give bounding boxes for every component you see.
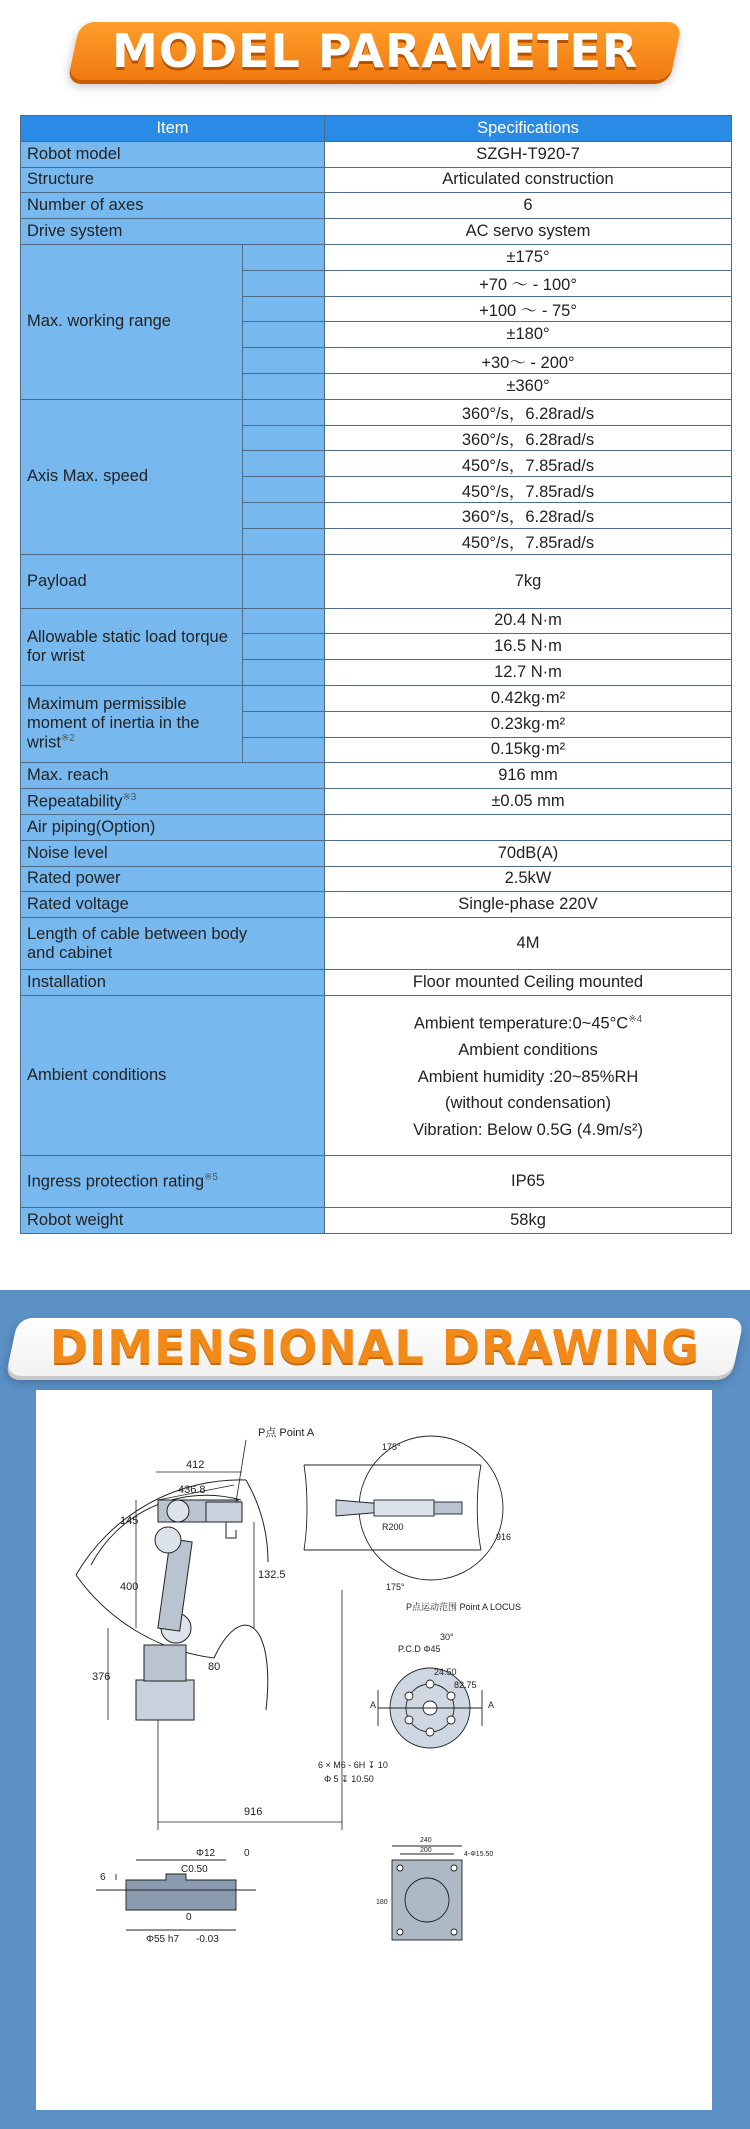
base-hole xyxy=(451,1929,457,1935)
table-row xyxy=(21,763,732,789)
dim-412: 412 xyxy=(186,1459,205,1471)
row-value: 4M xyxy=(325,918,732,970)
dim-phi12-tol: 0 xyxy=(244,1848,250,1859)
row-value: +30～ - 200° xyxy=(325,348,732,374)
row-label xyxy=(21,789,325,815)
dim-2450: 24.50 xyxy=(434,1667,457,1677)
row-value: 450°/s，7.85rad/s xyxy=(325,477,732,503)
item-header: Item xyxy=(21,116,325,142)
section-a-right: A xyxy=(488,1700,495,1710)
ambient-line: (without condensation) xyxy=(444,1094,611,1113)
dim-400: 400 xyxy=(120,1581,139,1593)
row-label: Drive system xyxy=(21,219,325,245)
dim-8275: 82.75 xyxy=(454,1680,477,1690)
base-hole xyxy=(397,1929,403,1935)
row-value: SZGH-T920-7 xyxy=(325,141,732,167)
row-value: 450°/s，7.85rad/s xyxy=(325,528,732,554)
drawing-panel xyxy=(36,1390,712,2110)
reach-arc-outer xyxy=(76,1480,246,1575)
row-value: 2.5kW xyxy=(325,866,732,892)
sub-cell xyxy=(243,660,325,686)
dim-180: 180 xyxy=(376,1899,388,1906)
point-a-label: P点 Point A xyxy=(258,1427,315,1439)
radius-916: 916 xyxy=(496,1532,512,1542)
sub-cell xyxy=(243,270,325,296)
dim-240: 240 xyxy=(420,1837,432,1844)
row-label: Axis Max. speed xyxy=(21,399,243,554)
ambient-value xyxy=(325,995,732,1155)
table-row xyxy=(21,840,732,866)
ambient-line: Ambient humidity :20~85%RH xyxy=(417,1067,639,1086)
table-row xyxy=(21,918,732,970)
row-value: 360°/s，6.28rad/s xyxy=(325,399,732,425)
sub-cell xyxy=(243,528,325,554)
robot-base xyxy=(136,1680,194,1720)
point-a-leader xyxy=(236,1440,246,1502)
row-label: Length of cable between body and cabinet xyxy=(21,918,325,970)
top-view xyxy=(304,1436,503,1580)
sub-cell xyxy=(243,296,325,322)
angle-175-bottom: 175° xyxy=(386,1582,405,1592)
row-label: Payload xyxy=(21,554,243,608)
table-row xyxy=(21,814,732,840)
dim-phi5: Φ 5 ↧ 10.50 xyxy=(324,1774,374,1784)
row-value: 0.15kg·m² xyxy=(325,737,732,763)
section-a-left: A xyxy=(370,1700,377,1710)
sub-cell xyxy=(243,244,325,270)
table-header-row xyxy=(21,116,732,142)
wrist xyxy=(206,1502,242,1522)
dim-200: 200 xyxy=(420,1847,432,1854)
sub-cell xyxy=(243,502,325,528)
row-value: Single-phase 220V xyxy=(325,892,732,918)
robot-side-view xyxy=(136,1500,242,1720)
table-row xyxy=(21,892,732,918)
flange-hole xyxy=(405,1692,413,1700)
table-row xyxy=(21,970,732,996)
base-hole xyxy=(451,1865,457,1871)
dim-30: 30° xyxy=(440,1632,454,1642)
sub-cell xyxy=(243,711,325,737)
spec-header: Specifications xyxy=(325,116,732,142)
flange-hole xyxy=(426,1680,434,1688)
row-label: Robot weight xyxy=(21,1207,325,1233)
dim-phi12: Φ12 xyxy=(196,1848,216,1859)
row-value: 360°/s，6.28rad/s xyxy=(325,502,732,528)
base-hole xyxy=(397,1865,403,1871)
table-row xyxy=(21,995,732,1155)
model-parameter-title: MODEL PARAMETER xyxy=(111,24,639,78)
table-row xyxy=(21,219,732,245)
row-label: Allowable static load torque for wrist xyxy=(21,608,243,685)
sub-cell xyxy=(243,685,325,711)
footnote-mark: ※2 xyxy=(60,733,75,745)
dim-80: 80 xyxy=(208,1661,221,1673)
row-label: Max. working range xyxy=(21,244,243,399)
top-view-arm xyxy=(374,1500,434,1516)
row-label: Max. reach xyxy=(21,763,325,789)
dim-4-phi1550: 4-Φ15.50 xyxy=(464,1851,494,1858)
table-row xyxy=(21,554,732,608)
sub-cell xyxy=(243,322,325,348)
top-left-curve xyxy=(304,1465,307,1550)
row-label: Robot model xyxy=(21,141,325,167)
end-effector xyxy=(226,1522,236,1538)
base-plate-view xyxy=(392,1846,462,1940)
row-value: 16.5 N·m xyxy=(325,634,732,660)
dim-6: 6 xyxy=(100,1872,106,1883)
row-value: ±180° xyxy=(325,322,732,348)
section-view xyxy=(96,1860,256,1930)
table-row xyxy=(21,685,732,711)
row-value: 12.7 N·m xyxy=(325,660,732,686)
row-value: 58kg xyxy=(325,1207,732,1233)
footnote-mark: ※4 xyxy=(628,1014,643,1026)
table-row xyxy=(21,608,732,634)
base-plate xyxy=(392,1860,462,1940)
table-row xyxy=(21,1207,732,1233)
dim-376: 376 xyxy=(92,1671,111,1683)
locus-label: P点运动范围 Point A LOCUS xyxy=(406,1602,522,1612)
flange-hole xyxy=(447,1716,455,1724)
table-row xyxy=(21,193,732,219)
row-value: 7kg xyxy=(325,554,732,608)
sub-cell xyxy=(243,399,325,425)
ambient-line: Vibration: Below 0.5G (4.9m/s²) xyxy=(413,1120,643,1139)
row-value: 6 xyxy=(325,193,732,219)
row-value: Articulated construction xyxy=(325,167,732,193)
table-row xyxy=(21,244,732,270)
row-value: IP65 xyxy=(325,1155,732,1207)
row-label: Structure xyxy=(21,167,325,193)
row-value xyxy=(325,814,732,840)
model-parameter-banner xyxy=(0,22,750,80)
radius-200: R200 xyxy=(382,1522,404,1532)
sub-cell xyxy=(243,634,325,660)
dim-436: 436.8 xyxy=(178,1484,206,1496)
row-value: +100 ～ - 75° xyxy=(325,296,732,322)
dim-m6: 6 × M6 - 6H ↧ 10 xyxy=(318,1760,388,1770)
row-value: 70dB(A) xyxy=(325,840,732,866)
sub-cell xyxy=(243,737,325,763)
angle-175-top: 175° xyxy=(382,1442,401,1452)
sub-cell xyxy=(243,477,325,503)
row-label: Installation xyxy=(21,970,325,996)
row-label: Rated voltage xyxy=(21,892,325,918)
row-value: 450°/s，7.85rad/s xyxy=(325,451,732,477)
ip-label: Ingress protection rating xyxy=(27,1172,205,1191)
row-label: Ambient conditions xyxy=(21,995,325,1155)
footnote-mark: ※5 xyxy=(204,1171,218,1183)
flange-hole xyxy=(447,1692,455,1700)
sub-cell xyxy=(243,608,325,634)
ambient-line: Ambient temperature:0~45°C xyxy=(413,1014,629,1033)
table-row xyxy=(21,141,732,167)
sub-cell xyxy=(243,348,325,374)
dim-phi55-tol-lower: -0.03 xyxy=(196,1934,219,1945)
table-row xyxy=(21,1155,732,1207)
reach-arc-bottom xyxy=(214,1625,268,1710)
section-body xyxy=(126,1874,236,1910)
flange-hole xyxy=(426,1728,434,1736)
top-view-wrist xyxy=(434,1502,462,1514)
joint-4 xyxy=(167,1500,189,1522)
dimensional-drawing-title: DIMENSIONAL DRAWING xyxy=(49,1320,701,1374)
footnote-mark: ※3 xyxy=(122,791,137,803)
repeat-label: Repeatability xyxy=(27,792,123,811)
row-value: 0.42kg·m² xyxy=(325,685,732,711)
sub-cell xyxy=(243,451,325,477)
row-value: 360°/s，6.28rad/s xyxy=(325,425,732,451)
row-label: Number of axes xyxy=(21,193,325,219)
dim-phi55-tol-upper: 0 xyxy=(186,1912,192,1923)
row-label: Noise level xyxy=(21,840,325,866)
row-value: ±175° xyxy=(325,244,732,270)
dim-c050: C0.50 xyxy=(181,1864,208,1875)
row-value: 20.4 N·m xyxy=(325,608,732,634)
spec-table xyxy=(20,115,732,1234)
row-value: ±360° xyxy=(325,373,732,399)
row-value: ±0.05 mm xyxy=(325,789,732,815)
top-right-curve xyxy=(477,1465,481,1550)
row-value: 0.23kg·m² xyxy=(325,711,732,737)
robot-waist xyxy=(144,1645,186,1681)
inertia-label: Maximum permissible moment of inertia in the wrist xyxy=(27,695,200,752)
row-label: Rated power xyxy=(21,866,325,892)
flange-hole xyxy=(405,1716,413,1724)
dim-pcd: P.C.D Φ45 xyxy=(398,1644,441,1654)
row-value: 916 mm xyxy=(325,763,732,789)
table-row xyxy=(21,167,732,193)
row-label: Air piping(Option) xyxy=(21,814,325,840)
sub-cell xyxy=(243,373,325,399)
table-row xyxy=(21,399,732,425)
dim-phi55: Φ55 h7 xyxy=(146,1934,180,1945)
dim-145: 145 xyxy=(120,1515,139,1527)
table-row xyxy=(21,789,732,815)
row-value: +70 ～ - 100° xyxy=(325,270,732,296)
row-label xyxy=(21,685,243,762)
row-label xyxy=(21,1155,325,1207)
ambient-line: Ambient conditions xyxy=(458,1041,598,1060)
dimensional-drawing-svg xyxy=(36,1390,712,2110)
table-row xyxy=(21,866,732,892)
sub-cell xyxy=(243,425,325,451)
joint-3 xyxy=(155,1527,181,1553)
row-value: AC servo system xyxy=(325,219,732,245)
sub-cell xyxy=(243,554,325,608)
dim-132: 132.5 xyxy=(258,1569,286,1581)
reach-arc-top xyxy=(246,1480,268,1562)
row-value: Floor mounted Ceiling mounted xyxy=(325,970,732,996)
dim-916: 916 xyxy=(244,1806,263,1818)
dimensional-drawing-banner xyxy=(0,1318,750,1376)
